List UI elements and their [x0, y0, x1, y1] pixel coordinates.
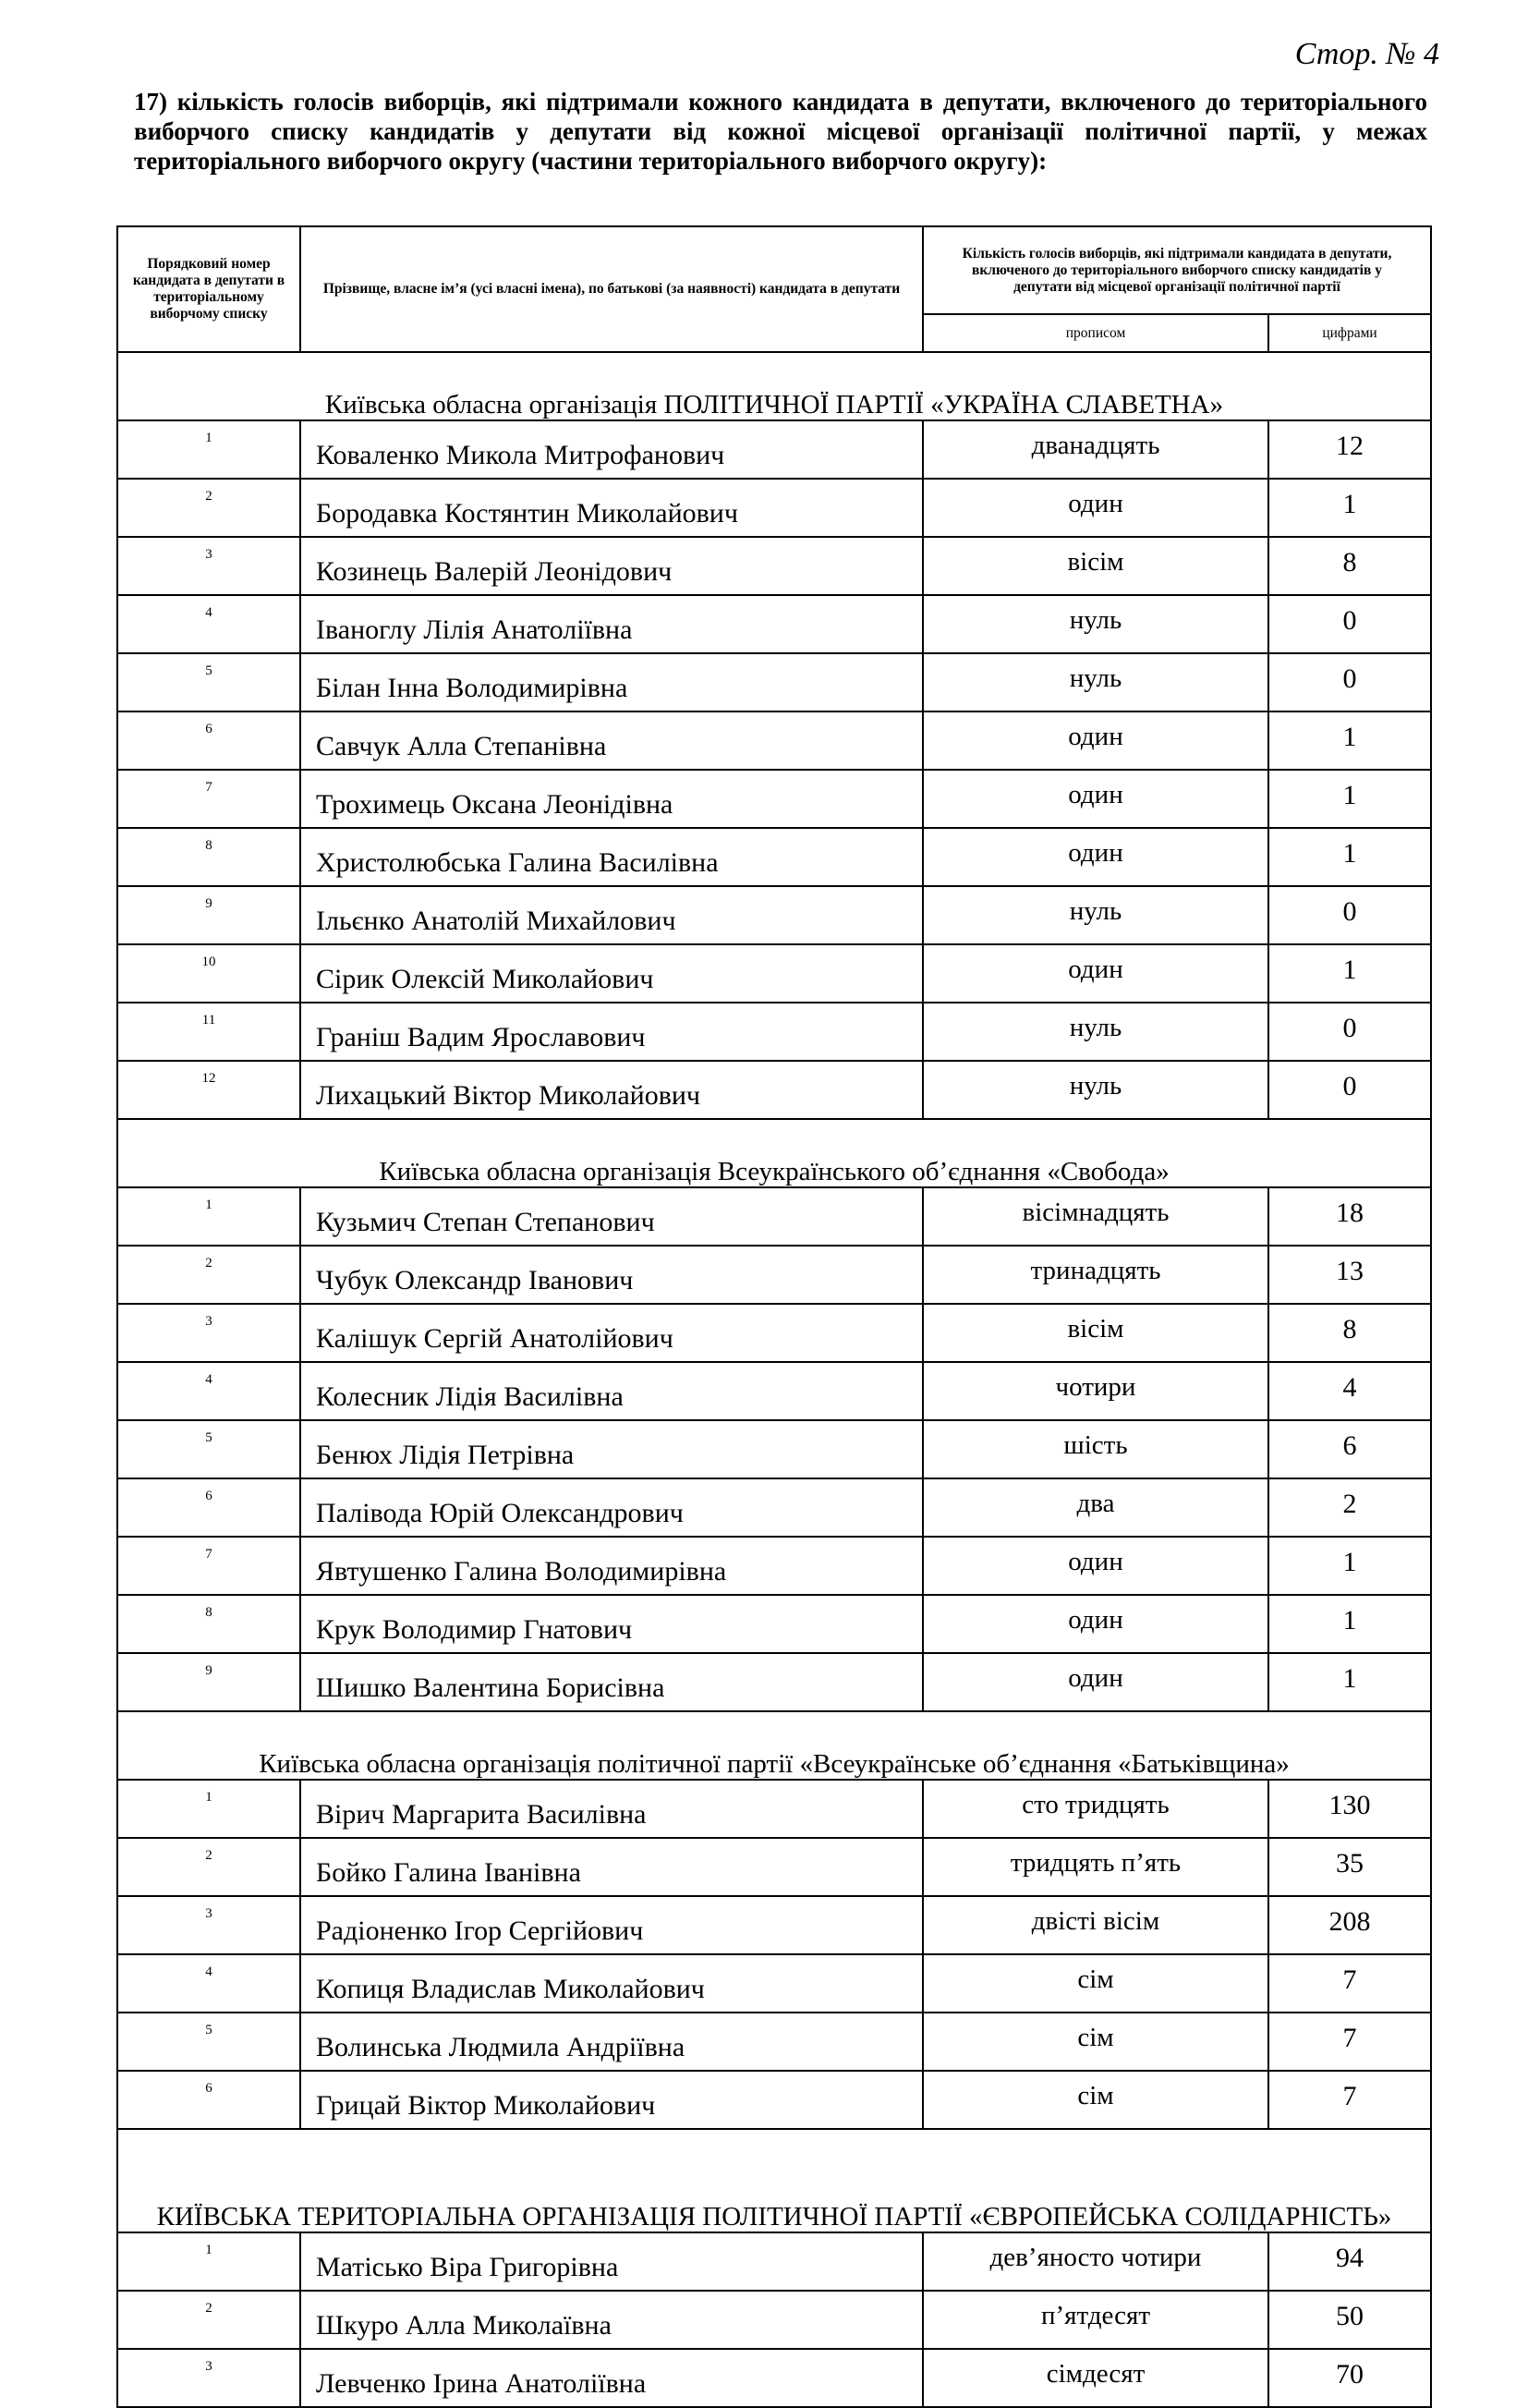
- candidate-name: Явтушенко Галина Володимирівна: [300, 1537, 923, 1595]
- candidate-number: 3: [117, 2349, 300, 2407]
- candidate-number: 1: [117, 420, 300, 479]
- table-row: [117, 1653, 1431, 1711]
- candidate-number: 7: [117, 770, 300, 828]
- votes-in-words: дванадцять: [923, 420, 1268, 479]
- candidate-number: 2: [117, 479, 300, 537]
- votes-in-digits: 18: [1268, 1187, 1431, 1246]
- candidate-name: Ільєнко Анатолій Михайлович: [300, 886, 923, 944]
- votes-in-digits: 6: [1268, 1420, 1431, 1478]
- votes-in-digits: 1: [1268, 770, 1431, 828]
- candidate-number: 12: [117, 1061, 300, 1119]
- table-row: [117, 1838, 1431, 1896]
- candidate-number: 4: [117, 1954, 300, 2013]
- candidate-number: 5: [117, 653, 300, 711]
- candidate-name: Копиця Владислав Миколайович: [300, 1954, 923, 2013]
- table-row: [117, 711, 1431, 770]
- candidate-number: 3: [117, 1304, 300, 1362]
- table-row: [117, 2349, 1431, 2407]
- candidate-number: 1: [117, 2232, 300, 2291]
- votes-in-words: сім: [923, 1954, 1268, 2013]
- candidate-name: Кузьмич Степан Степанович: [300, 1187, 923, 1246]
- party-group-row: [117, 2129, 1431, 2232]
- votes-in-words: сімдесят: [923, 2349, 1268, 2407]
- votes-in-digits: 8: [1268, 1304, 1431, 1362]
- table-row: [117, 595, 1431, 653]
- votes-in-words: вісімнадцять: [923, 1187, 1268, 1246]
- candidate-name: Лихацький Віктор Миколайович: [300, 1061, 923, 1119]
- candidate-number: 6: [117, 1478, 300, 1537]
- table-row: [117, 828, 1431, 886]
- candidate-number: 10: [117, 944, 300, 1003]
- candidate-number: 7: [117, 1537, 300, 1595]
- candidate-name: Вірич Маргарита Василівна: [300, 1780, 923, 1838]
- votes-in-digits: 130: [1268, 1780, 1431, 1838]
- votes-in-words: чотири: [923, 1362, 1268, 1420]
- votes-in-digits: 1: [1268, 944, 1431, 1003]
- party-title: Київська обласна організація ПОЛІТИЧНОЇ ПАРТІЇ «УКРАЇНА СЛАВЕТНА»: [117, 352, 1431, 420]
- candidate-number: 9: [117, 886, 300, 944]
- party-group-row: [117, 1119, 1431, 1187]
- votes-in-digits: 0: [1268, 886, 1431, 944]
- votes-in-words: нуль: [923, 653, 1268, 711]
- table-body: [117, 352, 1431, 2407]
- candidate-number: 1: [117, 1187, 300, 1246]
- table-row: [117, 1595, 1431, 1653]
- candidate-number: 4: [117, 1362, 300, 1420]
- votes-in-digits: 50: [1268, 2291, 1431, 2349]
- votes-in-digits: 94: [1268, 2232, 1431, 2291]
- votes-in-digits: 1: [1268, 828, 1431, 886]
- votes-in-digits: 0: [1268, 1061, 1431, 1119]
- candidate-number: 8: [117, 1595, 300, 1653]
- votes-in-digits: 7: [1268, 1954, 1431, 2013]
- candidate-name: Іваноглу Лілія Анатоліївна: [300, 595, 923, 653]
- votes-in-words: один: [923, 944, 1268, 1003]
- table-row: [117, 1061, 1431, 1119]
- party-group-row: [117, 1711, 1431, 1780]
- candidate-number: 5: [117, 1420, 300, 1478]
- header-candidate-name: Прізвище, власне ім’я (усі власні імена), по батькові (за наявності) кандидата в депутати: [300, 226, 923, 352]
- header-votes-digits: цифрами: [1268, 314, 1431, 352]
- candidate-name: Левченко Ірина Анатоліївна: [300, 2349, 923, 2407]
- votes-in-words: вісім: [923, 1304, 1268, 1362]
- table-row: [117, 2013, 1431, 2071]
- candidate-name: Калішук Сергій Анатолійович: [300, 1304, 923, 1362]
- candidate-number: 6: [117, 711, 300, 770]
- candidate-number: 4: [117, 595, 300, 653]
- candidate-number: 2: [117, 1838, 300, 1896]
- votes-in-words: один: [923, 828, 1268, 886]
- candidate-number: 3: [117, 1896, 300, 1954]
- votes-in-words: нуль: [923, 1061, 1268, 1119]
- votes-in-words: нуль: [923, 886, 1268, 944]
- party-title: КИЇВСЬКА ТЕРИТОРІАЛЬНА ОРГАНІЗАЦІЯ ПОЛІТИЧНОЇ ПАРТІЇ «ЄВРОПЕЙСЬКА СОЛІДАРНІСТЬ»: [117, 2129, 1431, 2232]
- party-title: Київська обласна організація Всеукраїнського об’єднання «Свобода»: [117, 1119, 1431, 1187]
- votes-in-digits: 70: [1268, 2349, 1431, 2407]
- party-group-row: [117, 352, 1431, 420]
- candidate-number: 6: [117, 2071, 300, 2129]
- candidate-name: Колесник Лідія Василівна: [300, 1362, 923, 1420]
- votes-in-words: один: [923, 711, 1268, 770]
- candidate-name: Радіоненко Ігор Сергійович: [300, 1896, 923, 1954]
- votes-in-digits: 0: [1268, 595, 1431, 653]
- table-row: [117, 770, 1431, 828]
- votes-in-digits: 8: [1268, 537, 1431, 595]
- votes-in-words: нуль: [923, 1003, 1268, 1061]
- table-row: [117, 944, 1431, 1003]
- candidate-name: Граніш Вадим Ярославович: [300, 1003, 923, 1061]
- votes-table: [116, 225, 1432, 2408]
- candidate-number: 5: [117, 2013, 300, 2071]
- candidate-name: Козинець Валерій Леонідович: [300, 537, 923, 595]
- table-row: [117, 2071, 1431, 2129]
- votes-in-digits: 4: [1268, 1362, 1431, 1420]
- votes-in-digits: 7: [1268, 2013, 1431, 2071]
- candidate-name: Грицай Віктор Миколайович: [300, 2071, 923, 2129]
- candidate-name: Савчук Алла Степанівна: [300, 711, 923, 770]
- candidate-name: Трохимець Оксана Леонідівна: [300, 770, 923, 828]
- votes-in-digits: 1: [1268, 1537, 1431, 1595]
- party-title: Київська обласна організація політичної партії «Всеукраїнське об’єднання «Батьківщина»: [117, 1711, 1431, 1780]
- candidate-number: 9: [117, 1653, 300, 1711]
- table-row: [117, 1246, 1431, 1304]
- candidate-number: 2: [117, 2291, 300, 2349]
- table-row: [117, 2291, 1431, 2349]
- table-row: [117, 1896, 1431, 1954]
- candidate-name: Білан Інна Володимирівна: [300, 653, 923, 711]
- candidate-name: Бенюх Лідія Петрівна: [300, 1420, 923, 1478]
- votes-in-digits: 0: [1268, 653, 1431, 711]
- table-row: [117, 1478, 1431, 1537]
- votes-in-words: нуль: [923, 595, 1268, 653]
- header-votes: Кількість голосів виборців, які підтримали кандидата в депутати, включеного до територіального виборчого списку кандидатів у депутати від місцевої організації політичної партії: [923, 226, 1431, 314]
- votes-in-words: двісті вісім: [923, 1896, 1268, 1954]
- table-row: [117, 1003, 1431, 1061]
- table-row: [117, 479, 1431, 537]
- header-candidate-number: Порядковий номер кандидата в депутати в територіальному виборчому списку: [117, 226, 300, 352]
- candidate-name: Коваленко Микола Митрофанович: [300, 420, 923, 479]
- candidate-number: 3: [117, 537, 300, 595]
- page-number: Стор. № 4: [1294, 37, 1439, 71]
- candidate-number: 2: [117, 1246, 300, 1304]
- candidate-number: 1: [117, 1780, 300, 1838]
- candidate-number: 8: [117, 828, 300, 886]
- votes-in-words: шість: [923, 1420, 1268, 1478]
- votes-in-words: один: [923, 1595, 1268, 1653]
- votes-in-words: сім: [923, 2013, 1268, 2071]
- votes-in-digits: 1: [1268, 711, 1431, 770]
- candidate-name: Христолюбська Галина Василівна: [300, 828, 923, 886]
- table-row: [117, 1187, 1431, 1246]
- votes-in-words: тридцять п’ять: [923, 1838, 1268, 1896]
- votes-in-words: один: [923, 1653, 1268, 1711]
- votes-in-words: сім: [923, 2071, 1268, 2129]
- votes-in-words: п’ятдесят: [923, 2291, 1268, 2349]
- votes-in-digits: 1: [1268, 1595, 1431, 1653]
- section-heading: 17) кількість голосів виборців, які підтримали кожного кандидата в депутати, включеного до територіального виборчого списку кандидатів у депутати від кожної місцевої організації політичної партії, у межах територіального виборчого округу (частини територіального виборчого округу):: [134, 88, 1427, 175]
- candidate-name: Бойко Галина Іванівна: [300, 1838, 923, 1896]
- votes-in-words: один: [923, 479, 1268, 537]
- table-row: [117, 886, 1431, 944]
- votes-in-words: два: [923, 1478, 1268, 1537]
- table-row: [117, 1954, 1431, 2013]
- candidate-name: Палівода Юрій Олександрович: [300, 1478, 923, 1537]
- votes-in-words: тринадцять: [923, 1246, 1268, 1304]
- votes-in-digits: 1: [1268, 1653, 1431, 1711]
- candidate-name: Матісько Віра Григорівна: [300, 2232, 923, 2291]
- votes-in-digits: 2: [1268, 1478, 1431, 1537]
- votes-in-digits: 35: [1268, 1838, 1431, 1896]
- candidate-name: Чубук Олександр Іванович: [300, 1246, 923, 1304]
- votes-in-words: один: [923, 1537, 1268, 1595]
- table-row: [117, 420, 1431, 479]
- candidate-name: Шишко Валентина Борисівна: [300, 1653, 923, 1711]
- table-row: [117, 653, 1431, 711]
- votes-in-digits: 208: [1268, 1896, 1431, 1954]
- votes-in-digits: 7: [1268, 2071, 1431, 2129]
- table-row: [117, 1420, 1431, 1478]
- table-row: [117, 537, 1431, 595]
- votes-in-digits: 13: [1268, 1246, 1431, 1304]
- votes-in-words: сто тридцять: [923, 1780, 1268, 1838]
- table-row: [117, 1537, 1431, 1595]
- table-row: [117, 1780, 1431, 1838]
- header-votes-words: прописом: [923, 314, 1268, 352]
- votes-in-digits: 0: [1268, 1003, 1431, 1061]
- table-row: [117, 1304, 1431, 1362]
- votes-in-digits: 1: [1268, 479, 1431, 537]
- votes-in-words: дев’яносто чотири: [923, 2232, 1268, 2291]
- candidate-number: 11: [117, 1003, 300, 1061]
- table-row: [117, 2232, 1431, 2291]
- candidate-name: Бородавка Костянтин Миколайович: [300, 479, 923, 537]
- votes-in-words: один: [923, 770, 1268, 828]
- candidate-name: Волинська Людмила Андріївна: [300, 2013, 923, 2071]
- candidate-name: Шкуро Алла Миколаївна: [300, 2291, 923, 2349]
- table-row: [117, 1362, 1431, 1420]
- votes-in-digits: 12: [1268, 420, 1431, 479]
- candidate-name: Крук Володимир Гнатович: [300, 1595, 923, 1653]
- votes-in-words: вісім: [923, 537, 1268, 595]
- candidate-name: Сірик Олексій Миколайович: [300, 944, 923, 1003]
